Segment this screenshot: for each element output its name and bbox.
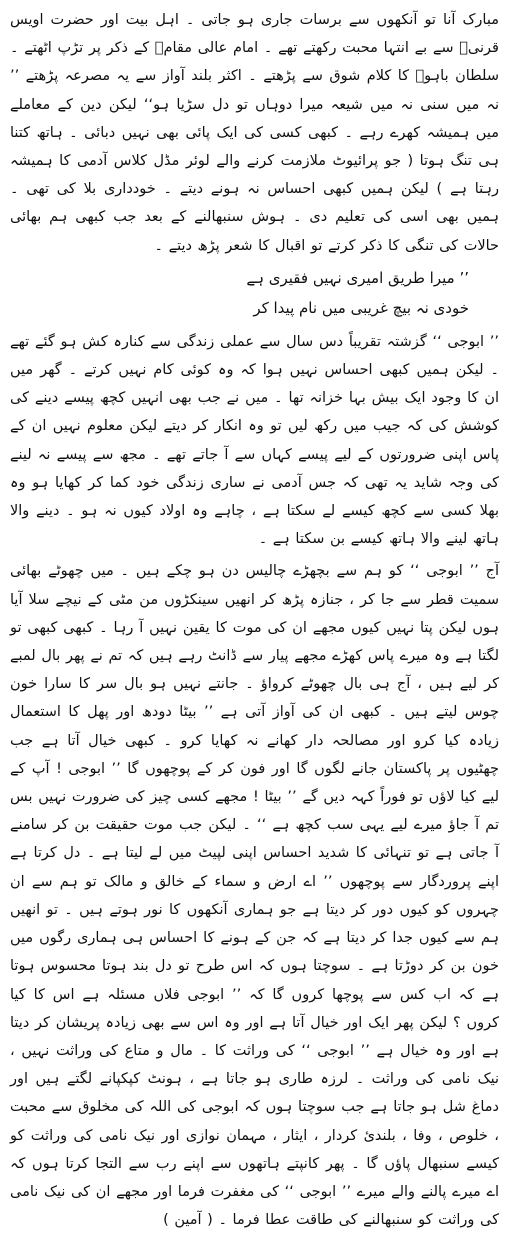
verse-line-1: ’’ میرا طریق امیری نہیں فقیری ہے — [246, 268, 469, 287]
verse-line-2: خودی نہ بیچ غریبی میں نام پیدا کر — [253, 298, 469, 317]
verse-couplet — [10, 264, 499, 322]
paragraph-1: مبارک آنا تو آنکھوں سے برسات جاری ہو جاتی ۔ اہل بیت اور حضرت اویس قرنیؓ سے بے انتہا محبت رکھتے تھے ۔ امام عالی مقامؓ کے ذکر پر تڑپ اٹھتے ۔ سلطان باہوؒ کا کلام شوق سے پڑھتے ۔ اکثر بلند آواز سے یہ مصرعہ پڑھتے ’’ نہ میں سنی نہ میں شیعہ میرا دوہاں تو دل سڑیا ہو‘‘ لیکن دین کے معاملے میں ہمیشہ کھرے رہے ۔ کبھی کسی کی ایک پائی بھی نہیں دبائی ۔ ہاتھ کتنا ہی تنگ ہوتا ( جو پرائیوٹ ملازمت کرنے والے لوئر مڈل کلاس آدمی کا ہمیشہ رہتا ہے ) لیکن ہمیں کبھی احساس نہ ہونے دیتے ۔ خودداری بلا کی تھی ۔ ہمیں بھی اسی کی تعلیم دی ۔ ہوش سنبھالنے کے بعد جب کبھی ہم بھائی حالات کی تنگی کا ذکر کرتے تو اقبال کا شعر پڑھ دیتے ۔ — [10, 12, 499, 254]
paragraph-2: ’’ ابوجی ‘‘ گزشتہ تقریباً دس سال سے عملی زندگی سے کنارہ کش ہو گئے تھے ۔ لیکن ہمیں کبھی احساس نہیں ہوا کہ وہ کوئی کام نہیں کرتے ۔ گھر میں ان کا وجود ایک بیش بہا خزانہ تھا ۔ میں نے جب بھی انہیں کچھ پیسے دینے کی کوشش کی کہ جیب میں رکھ لیں تو وہ انکار کر دیتے لیکن معلوم نہیں ان کے پاس اپنی ضرورتوں کے لیے پیسے کہاں سے آ جاتے تھے ۔ مجھ سے پیسے نہ لینے کی وجہ شاید یہ تھی کہ جس آدمی نے ساری زندگی خود کما کر کھایا ہو وہ بھلا کسی سے کچھ کیسے لے سکتا ہے ، چاہے وہ اولاد کیوں نہ ہو ۔ دینے والا ہاتھ لینے والا ہاتھ کیسے بن سکتا ہے ۔ — [10, 333, 499, 548]
paragraph-3: آج ’’ ابوجی ‘‘ کو ہم سے بچھڑے چالیس دن ہو چکے ہیں ۔ میں چھوٹے بھائی سمیت قطر سے جا کر ، جنازہ پڑھ کر انھیں سینکڑوں من مٹی کے نیچے سلا آیا ہوں لیکن پتا نہیں کیوں مجھے ان کی موت کا یقین نہیں آ رہا ۔ کبھی کبھی تو لگتا ہے وہ میرے پاس کھڑے مجھے پیار سے ڈانٹ رہے ہیں کہ تم نے پھر بال لمبے کر لیے ہیں ، آج ہی بال چھوٹے کرواؤ ۔ جانتے نہیں ہو بال سر کا سارا خون چوس لیتے ہیں ۔ کبھی ان کی آواز آتی ہے ’’ بیٹا دودھ اور پھل کا استعمال زیادہ کیا کرو اور مصالحہ دار کھانے نہ کھایا کرو ۔ کبھی خیال آتا ہے جب چھٹیوں پر پاکستان جانے لگوں گا اور فون کر کے پوچھوں گا ’’ ابوجی ! آپ کے لیے کیا لاؤں تو فوراً کہہ دیں گے ’’ بیٹا ! مجھے کسی چیز کی ضرورت نہیں بس تم آ جاؤ میرے لیے یہی سب کچھ ہے ‘‘ ۔ لیکن جب موت حقیقت بن کر سامنے آ جاتی ہے تو تنہائی کا شدید احساس اپنی لپیٹ میں لے لیتا ہے ۔ دل کرتا ہے اپنے پروردگار سے پوچھوں ’’ اے ارض و سماء کے خالق و مالک تو ہم سے ان چہروں کو کیوں دور کر دیتا ہے جو ہماری آنکھوں کا نور ہوتے ہیں ۔ تو انھیں ہم سے کیوں جدا کر دیتا ہے کہ جن کے ہونے کا احساس ہی ہماری رگوں میں خون بن کر دوڑتا ہے ۔ سوچتا ہوں کہ اس طرح تو دل بند ہوتا محسوس ہوتا ہے کہ اب کس سے پوچھا کروں گا کہ ’’ ابوجی فلاں مسئلہ ہے اس کا کیا کروں ؟ لیکن پھر ایک اور خیال آتا ہے اور وہ اس سے بھی زیادہ پریشان کر دیتا ہے اور وہ خیال ہے ’’ ابوجی ‘‘ کی وراثت کا ۔ مال و متاع کی وراثت نہیں ، نیک نامی کی وراثت ۔ لرزہ طاری ہو جاتا ہے ، ہونٹ کپکپانے لگتے ہیں اور دماغ شل ہو جاتا ہے جب سوچتا ہوں کہ ابوجی کی اللہ کی مخلوق سے محبت ، خلوص ، وفا ، بلندیٔ کردار ، ایثار ، مہمان نوازی اور نیک نامی کی وراثت کو کیسے سنبھال پاؤں گا ۔ پھر کانپتے ہاتھوں سے اپنے رب سے التجا کرتا ہوں کہ اے میرے پالنے والے میرے ’’ ابوجی ‘‘ کی مغفرت فرما اور مجھے ان کی نیک نامی کی وراثت کو سنبھالنے کی طاقت عطا فرما ۔ ( آمین ) — [10, 563, 499, 1229]
